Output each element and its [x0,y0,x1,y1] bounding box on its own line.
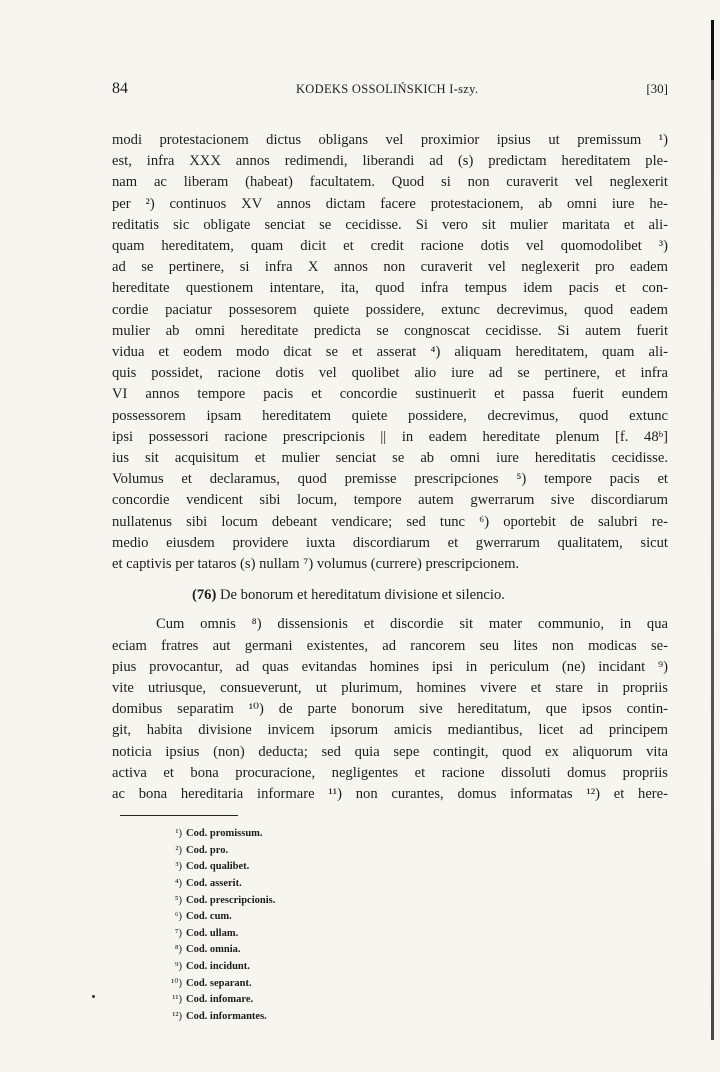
footnote-key: ⁷) [174,927,182,939]
text-line: reditatis sic obligate senciat se cecidisse. Si vero sit mulier maritata et ali- [112,216,668,233]
text-line: vite utriusque, consueverunt, ut plurimum, homines vivere et stare in propriis [112,680,668,697]
footnote [160,859,668,876]
text-line: concordie vendicent sibi locum, tempore autem gwerrarum sive discordiarum [112,492,668,509]
footnote-key: ¹¹) [172,994,182,1006]
section-title: De bonorum et hereditatum divisione et silencio. [219,587,505,604]
text-line: domibus separatim ¹⁰) de parte bonorum sive hereditatum, que ipsos contin- [112,701,668,718]
footnote-key: ⁴) [174,878,182,890]
footnote-text: Cod. prescripcionis. [186,894,276,906]
text-line: hereditate questionem intentare, ita, quod infra tempus idem pacis et con- [112,280,668,297]
text-line: ad se pertinere, si infra X annos non curaverit vel neglexerit pro eadem [112,259,668,276]
footnote-key: ⁶) [174,911,182,923]
text-line: vidua et eodem modo dicat se et asserat ⁴) aliquam hereditatem, quam ali- [112,344,668,361]
footnote [160,926,668,943]
footnote-key: ⁸) [174,944,182,956]
text-line: et captivis per tataros (s) nullam ⁷) volumus (currere) prescripcionem. [112,556,520,573]
paragraph-1 [112,130,668,575]
page-header [112,80,668,106]
footnote-text: Cod. separant. [186,977,252,989]
text-line: possessorem ipsam hereditatem quiete possidere, decrevimus, quod extunc [112,407,668,424]
body-text [112,130,668,805]
text-line: pius provocantur, ad quas evitandas homines ipsi in periculum (ne) incidant ⁹) [112,658,668,675]
section-heading [112,585,668,606]
footnote-key: ¹) [175,828,182,840]
text-line: nullatenus sibi locum debeant vendicare; sed tunc ⁶) oportebit de salubri re- [112,513,668,530]
document-page [112,80,668,1025]
text-line: noticia ipsius (non) deducta; sed quia sepe contingit, quod ex aliquorum vita [112,743,668,760]
footnote [160,976,668,993]
footnote-text: Cod. cum. [186,911,232,923]
footnote-key: ²) [175,844,182,856]
footnote [160,893,668,910]
section-number: (76) [192,587,217,604]
margin-speck [92,995,95,998]
page-edge-shadow [711,20,714,1040]
footnote-text: Cod. omnia. [186,944,241,956]
text-line: git, habita divisione invicem ipsorum amicis mediantibus, licet ad principem [112,722,668,739]
text-line: quam hereditatem, quam dicit et credit racione dotis vel quomodolibet ³) [112,238,668,255]
text-line: mulier ab omni hereditate predicta se congnoscat cecidisse. Si autem fuerit [112,322,668,339]
footnote [160,826,668,843]
page-edge-mark [711,20,714,80]
text-line: per ²) continuos XV annos dictam facere protestacionem, ab omni iure he- [112,195,668,212]
footnote-text: Cod. incidunt. [186,961,250,973]
footnote-text: Cod. qualibet. [186,861,250,873]
text-line: medio eiusdem providere iuxta discordiarum et gwerrarum qualitatem, sicut [112,534,668,551]
text-line: Cum omnis ⁸) dissensionis et discordie sit mater communio, in qua [156,616,668,633]
footnote-rule [120,815,238,816]
page-number: 84 [112,80,128,97]
footnote-key: ⁹) [174,961,182,973]
footnote-key: ⁵) [174,894,182,906]
footnote-text: Cod. asserit. [186,878,242,890]
footnote [160,942,668,959]
footnote [160,843,668,860]
text-line: VI annos tempore pacis et concordie sustinuerit et passa fuerit eundem [112,386,668,403]
text-line: cordie paciatur possesorem quiete possidere, extunc decrevimus, quod eadem [112,301,668,318]
footnote-text: Cod. infomare. [186,994,254,1006]
text-line: ac bona hereditaria informare ¹¹) non curantes, domus informatas ¹²) et here- [112,786,668,803]
footnote-key: ¹²) [172,1010,182,1022]
text-line: eciam fratres aut germani existentes, ad rancorem seu lites non modicas se- [112,637,668,654]
text-line: quis possidet, racione dotis vel quolibet alio iure ad se pertinere, et infra [112,365,668,382]
text-line: Volumus et declaramus, quod premisse prescripciones ⁵) tempore pacis et [112,471,668,488]
footnote-text: Cod. pro. [186,844,229,856]
section-reference: [30] [646,81,668,96]
text-line: activa et bona procuracione, negligentes et racione dissoluti domus propriis [112,764,668,781]
text-line: est, infra XXX annos redimendi, liberandi ad (s) predictam hereditatem ple- [112,153,668,170]
text-line: nam ac liberam (habeat) facultatem. Quod si non curaverit vel neglexerit [112,174,668,191]
footnote-text: Cod. promissum. [186,828,263,840]
footnote-key: ³) [175,861,182,873]
text-line: modi protestacionem dictus obligans vel proximior ipsius ut premissum ¹) [112,132,668,148]
footnote-text: Cod. informantes. [186,1010,267,1022]
text-line: ipsi possessori racione prescripcionis || in eadem hereditate plenum [f. 48ᵇ] [112,428,668,445]
text-line: ius sit acquisitum et mulier senciat se ab omni iure hereditatis cecidisse. [112,450,668,467]
footnote [160,992,668,1009]
footnote-key: ¹⁰) [171,977,182,989]
footnotes [112,826,668,1025]
footnote [160,959,668,976]
paragraph-2 [112,614,668,805]
running-title: KODEKS OSSOLIŃSKICH I-szy. [295,82,479,96]
footnote [160,909,668,926]
footnote [160,876,668,893]
footnote-text: Cod. ullam. [186,927,239,939]
footnote [160,1009,668,1026]
